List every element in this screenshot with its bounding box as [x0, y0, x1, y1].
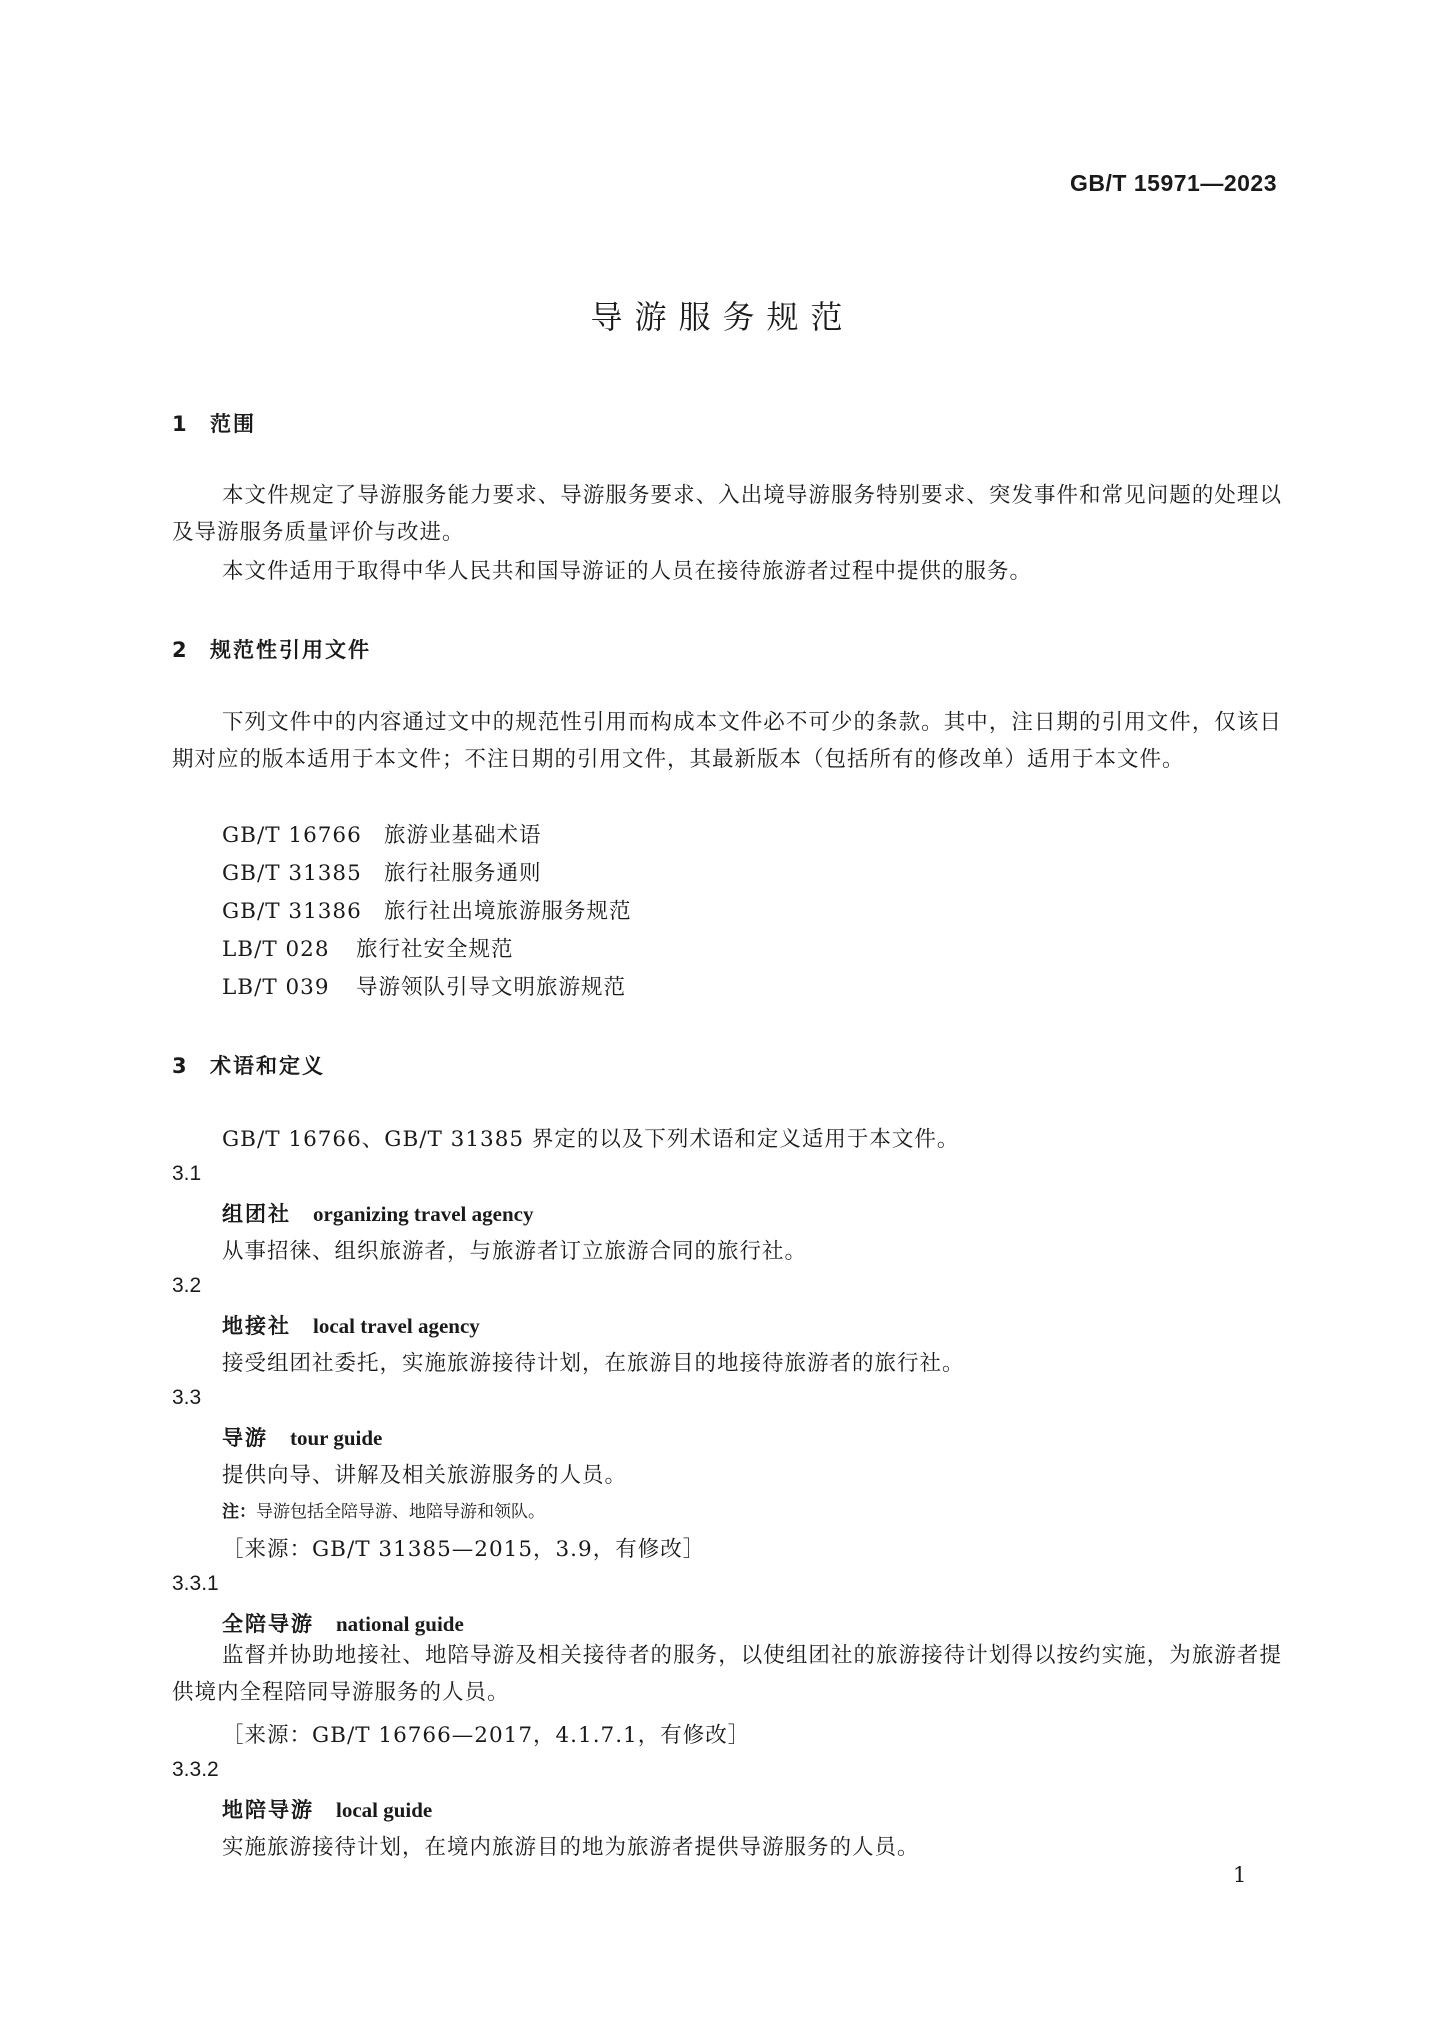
section-2-paragraph-1: 下列文件中的内容通过文中的规范性引用而构成本文件必不可少的条款。其中，注日期的引用文件，仅该日期对应的版本适用于本文件；不注日期的引用文件，其最新版本（包括所有的修改单）适用于本文件。	[172, 710, 1282, 772]
term-definition: 监督并协助地接社、地陪导游及相关接待者的服务，以使组团社的旅游接待计划得以按约实施，为旅游者提供境内全程陪同导游服务的人员。	[172, 1643, 1282, 1705]
note-text: 导游包括全陪导游、地陪导游和领队。	[256, 1502, 545, 1522]
reference-title: 旅游业基础术语	[384, 823, 542, 848]
term-number: 3.3.2	[172, 1758, 219, 1781]
term-name-en: organizing travel agency	[313, 1202, 534, 1226]
term-name-zh: 组团社	[222, 1202, 291, 1226]
section-1-paragraph-2: 本文件适用于取得中华人民共和国导游证的人员在接待旅游者过程中提供的服务。	[222, 559, 1033, 584]
section-3-intro: GB/T 16766、GB/T 31385 界定的以及下列术语和定义适用于本文件。	[222, 1127, 960, 1152]
term-name	[222, 1310, 480, 1340]
term-source: ［来源：GB/T 31385—2015，3.9，有修改］	[222, 1537, 706, 1562]
reference-code: LB/T 039	[222, 975, 330, 1000]
reference-code: GB/T 16766	[222, 823, 362, 848]
reference-title: 旅行社安全规范	[356, 937, 514, 962]
term-name-zh: 全陪导游	[222, 1612, 314, 1636]
term-number: 3.2	[172, 1274, 202, 1297]
normative-reference	[222, 894, 632, 925]
term-name-en: national guide	[336, 1612, 464, 1636]
reference-code: LB/T 028	[222, 937, 330, 962]
term-source: ［来源：GB/T 16766—2017，4.1.7.1，有修改］	[222, 1723, 751, 1748]
term-note	[222, 1497, 545, 1522]
term-definition: 从事招徕、组织旅游者，与旅游者订立旅游合同的旅行社。	[222, 1239, 808, 1264]
section-1-paragraph-1: 本文件规定了导游服务能力要求、导游服务要求、入出境导游服务特别要求、突发事件和常见问题的处理以及导游服务质量评价与改进。	[172, 483, 1282, 545]
normative-reference	[222, 818, 542, 849]
reference-title: 旅行社出境旅游服务规范	[384, 899, 632, 924]
term-name	[222, 1608, 464, 1638]
term-name	[222, 1198, 533, 1228]
term-definition: 接受组团社委托，实施旅游接待计划，在旅游目的地接待旅游者的旅行社。	[222, 1351, 965, 1376]
reference-title: 导游领队引导文明旅游规范	[356, 975, 627, 1000]
section-title: 术语和定义	[210, 1054, 325, 1078]
term-name-en: local travel agency	[313, 1314, 480, 1338]
term-name-en: local guide	[336, 1798, 433, 1822]
term-number: 3.3	[172, 1386, 202, 1409]
normative-reference	[222, 970, 626, 1001]
document-title: 导游服务规范	[590, 298, 855, 336]
reference-code: GB/T 31385	[222, 861, 362, 886]
section-number: 3	[172, 1054, 189, 1078]
section-2-heading	[172, 634, 371, 664]
term-number: 3.3.1	[172, 1572, 219, 1595]
reference-code: GB/T 31386	[222, 899, 362, 924]
section-1-heading	[172, 408, 256, 438]
term-definition: 实施旅游接待计划，在境内旅游目的地为旅游者提供导游服务的人员。	[222, 1835, 920, 1860]
section-title: 规范性引用文件	[210, 638, 371, 662]
standard-code: GB/T 15971—2023	[1070, 170, 1277, 196]
term-definition: 提供向导、讲解及相关旅游服务的人员。	[222, 1463, 628, 1488]
section-number: 1	[172, 412, 189, 436]
normative-reference	[222, 932, 514, 963]
section-number: 2	[172, 638, 189, 662]
term-name	[222, 1794, 432, 1824]
term-name-zh: 导游	[222, 1426, 268, 1450]
normative-reference	[222, 856, 542, 887]
term-name-zh: 地接社	[222, 1314, 291, 1338]
reference-title: 旅行社服务通则	[384, 861, 542, 886]
term-number: 3.1	[172, 1162, 202, 1185]
term-name	[222, 1422, 382, 1452]
note-label: 注：	[222, 1502, 256, 1522]
section-title: 范围	[210, 412, 256, 436]
section-3-heading	[172, 1050, 325, 1080]
page-number: 1	[1233, 1863, 1247, 1887]
term-name-en: tour guide	[290, 1426, 383, 1450]
term-name-zh: 地陪导游	[222, 1798, 314, 1822]
